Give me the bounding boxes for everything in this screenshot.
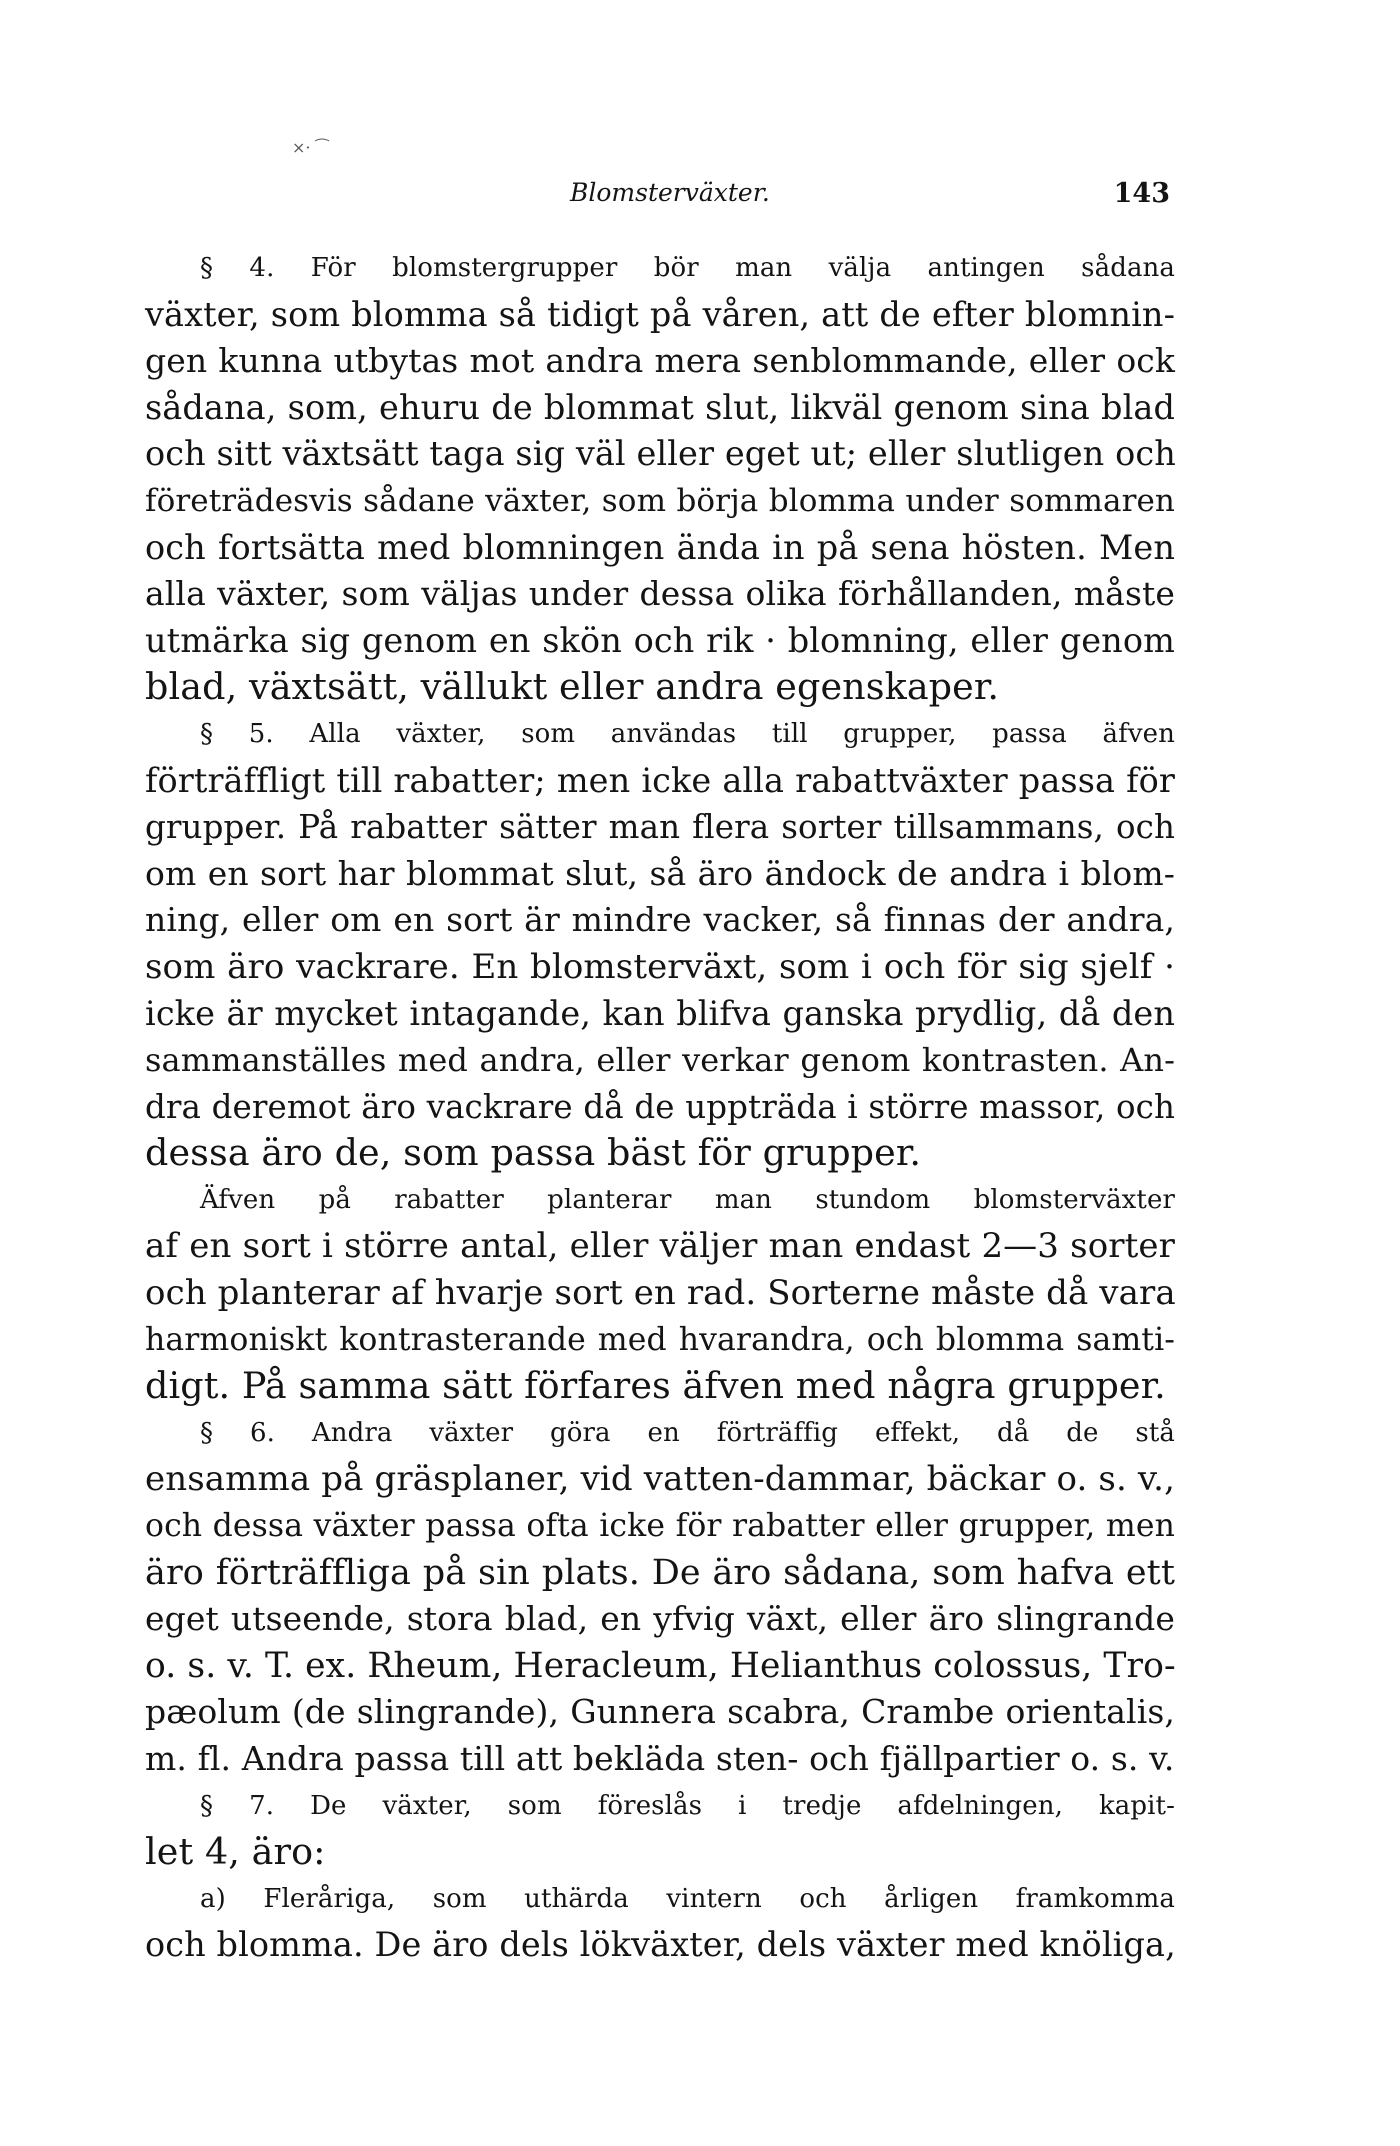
- running-title: Blomsterväxter.: [570, 178, 770, 207]
- text-line: § 6. Andra växter göra en förträffig effekt, då de stå: [200, 1417, 1175, 1448]
- text-line: äro förträffliga på sin plats. De äro sådana, som hafva ett: [145, 1552, 1175, 1593]
- text-line: let 4, äro:: [145, 1830, 326, 1874]
- text-line: alla växter, som väljas under dessa olika förhållanden, måste: [145, 574, 1175, 614]
- text-line: och fortsätta med blomningen ända in på sena hösten. Men: [145, 527, 1175, 567]
- text-line: och dessa växter passa ofta icke för rabatter eller grupper, men: [145, 1508, 1175, 1545]
- text-line: af en sort i större antal, eller väljer man endast 2—3 sorter: [145, 1226, 1175, 1267]
- text-line: och blomma. De äro dels lökväxter, dels växter med knöliga,: [145, 1925, 1176, 1965]
- text-line: o. s. v. T. ex. Rheum, Heracleum, Helianthus colossus, Tro-: [145, 1645, 1176, 1686]
- text-line: § 7. De växter, som föreslås i tredje afdelningen, kapit-: [200, 1790, 1175, 1821]
- text-line: eget utseende, stora blad, en yfvig växt, eller äro slingrande: [145, 1599, 1175, 1639]
- text-line: blad, växtsätt, vällukt eller andra egenskaper.: [145, 665, 1000, 709]
- stray-marks: ×· ⁀: [292, 138, 329, 157]
- text-line: dra deremot äro vackrare då de uppträda i större massor, och: [145, 1087, 1175, 1126]
- text-line: företrädesvis sådane växter, som börja blomma under sommaren: [145, 482, 1175, 519]
- text-line: harmoniskt kontrasterande med hvarandra, och blomma samti-: [145, 1321, 1175, 1358]
- text-line: icke är mycket intagande, kan blifva ganska prydlig, då den: [145, 993, 1175, 1033]
- text-line: som äro vackrare. En blomsterväxt, som i och för sig sjelf ·: [145, 946, 1175, 987]
- text-line: Äfven på rabatter planterar man stundom blomsterväxter: [200, 1184, 1175, 1215]
- page-header: [570, 178, 1170, 218]
- text-line: sådana, som, ehuru de blommat slut, likväl genom sina blad: [145, 387, 1175, 427]
- text-line: digt. På samma sätt förfares äfven med några grupper.: [145, 1364, 1166, 1408]
- text-line: grupper. På rabatter sätter man flera sorter tillsammans, och: [145, 808, 1175, 847]
- text-line: dessa äro de, som passa bäst för grupper.: [145, 1131, 922, 1175]
- text-line: och sitt växtsätt taga sig väl eller eget ut; eller slutligen och: [145, 434, 1176, 474]
- text-line: utmärka sig genom en skön och rik · blomning, eller genom: [145, 620, 1175, 660]
- text-line: ensamma på gräsplaner, vid vatten-dammar, bäckar o. s. v.,: [145, 1459, 1175, 1500]
- text-line: pæolum (de slingrande), Gunnera scabra, Crambe orientalis,: [145, 1692, 1175, 1732]
- text-line: växter, som blomma så tidigt på våren, att de efter blomnin-: [145, 294, 1175, 334]
- text-line: § 4. För blomstergrupper bör man välja antingen sådana: [200, 253, 1175, 283]
- text-line: och planterar af hvarje sort en rad. Sorterne måste då vara: [145, 1273, 1176, 1314]
- text-line: förträffligt till rabatter; men icke alla rabattväxter passa för: [145, 760, 1175, 800]
- text-line: om en sort har blommat slut, så äro ändock de andra i blom-: [145, 853, 1175, 893]
- text-line: sammanställes med andra, eller verkar genom kontrasten. An-: [145, 1041, 1175, 1080]
- text-line: a) Fleråriga, som uthärda vintern och årligen framkomma: [200, 1883, 1175, 1914]
- page-number: 143: [1113, 178, 1170, 209]
- text-line: m. fl. Andra passa till att bekläda sten- och fjällpartier o. s. v.: [145, 1739, 1175, 1778]
- text-line: § 5. Alla växter, som användas till grupper, passa äfven: [200, 718, 1175, 749]
- text-line: ning, eller om en sort är mindre vacker, så finnas der andra,: [145, 900, 1175, 940]
- body-text: [145, 245, 1175, 1969]
- text-line: gen kunna utbytas mot andra mera senblommande, eller ock: [145, 341, 1175, 381]
